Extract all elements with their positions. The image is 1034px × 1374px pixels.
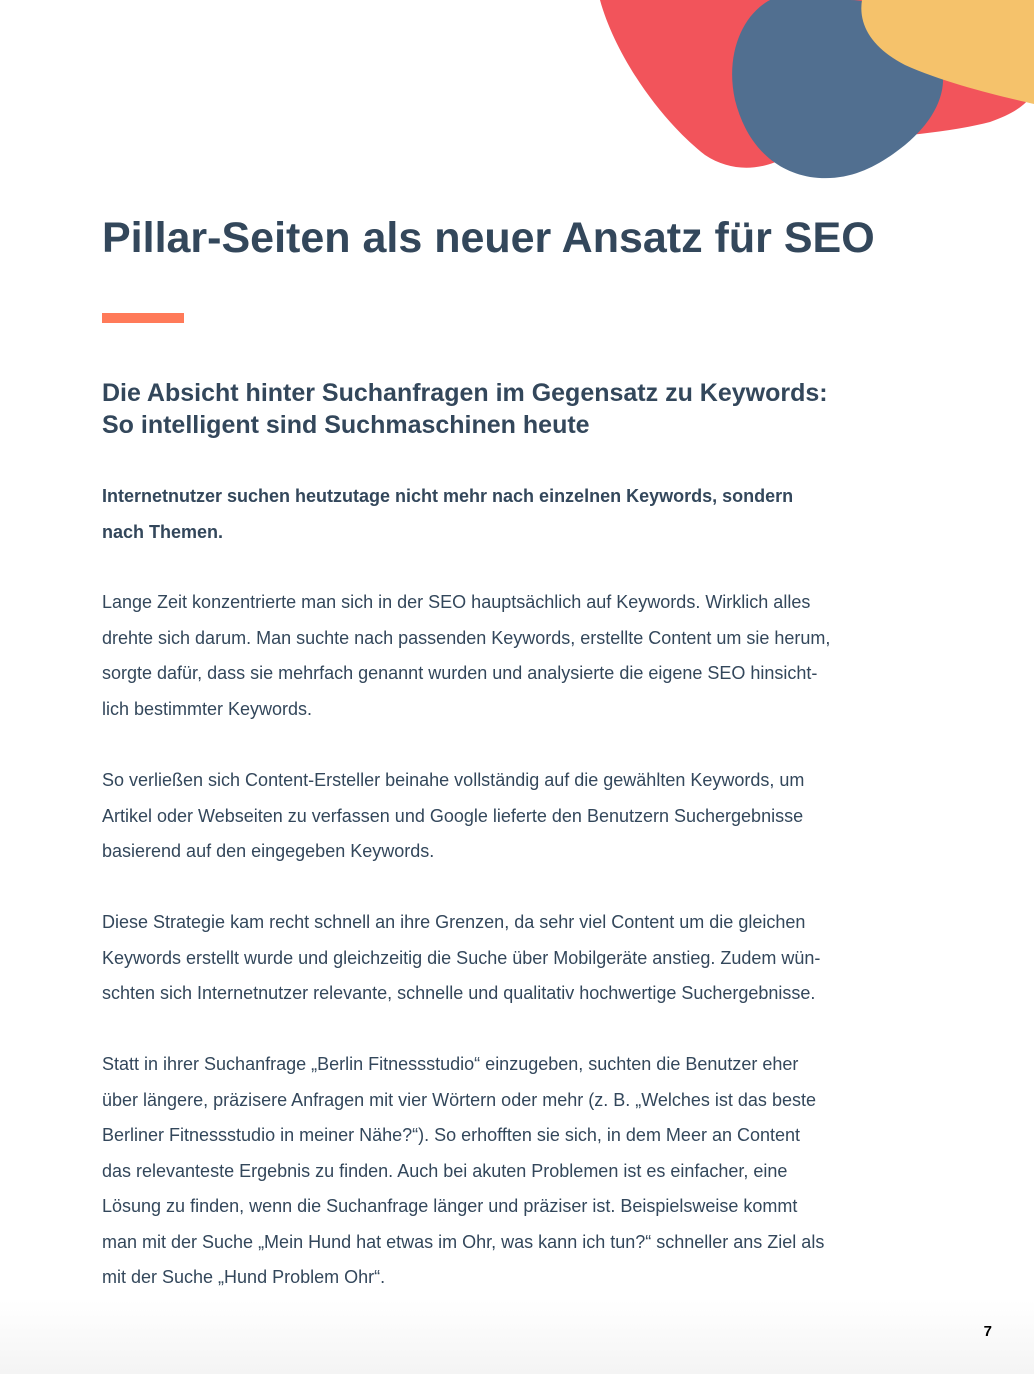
body-paragraph-3 <box>102 905 942 1012</box>
paragraph-line: Lösung zu finden, wenn die Suchanfrage länger und präziser ist. Beispielsweise kommt <box>102 1196 798 1216</box>
page-number: 7 <box>983 1323 992 1340</box>
body-paragraph-4 <box>102 1047 942 1296</box>
paragraph-line: schten sich Internetnutzer relevante, schnelle und qualitativ hochwertige Suchergebnisse. <box>102 983 816 1003</box>
paragraph-line: mit der Suche „Hund Problem Ohr“. <box>102 1267 386 1287</box>
accent-divider <box>102 313 184 323</box>
paragraph-line: basierend auf den eingegeben Keywords. <box>102 841 435 861</box>
page-footer <box>0 1300 1034 1374</box>
paragraph-line: man mit der Suche „Mein Hund hat etwas im Ohr, was kann ich tun?“ schneller ans Ziel als <box>102 1231 825 1252</box>
paragraph-line: drehte sich darum. Man suchte nach passenden Keywords, erstellte Content um sie herum, <box>102 627 831 648</box>
paragraph-line: Diese Strategie kam recht schnell an ihre Grenzen, da sehr viel Content um die gleichen <box>102 912 806 932</box>
body-paragraph-2 <box>102 763 942 870</box>
paragraph-line: sorgte dafür, dass sie mehrfach genannt wurden und analysierte die eigene SEO hinsicht- <box>102 663 818 683</box>
lead-line: nach Themen. <box>102 521 224 542</box>
page-title: Pillar-Seiten als neuer Ansatz für SEO <box>102 214 875 262</box>
paragraph-line: das relevanteste Ergebnis zu finden. Auch bei akuten Problemen ist es einfacher, eine <box>102 1160 788 1181</box>
section-heading <box>102 377 942 441</box>
paragraph-line: Lange Zeit konzentrierte man sich in der SEO hauptsächlich auf Keywords. Wirklich alles <box>102 592 811 612</box>
paragraph-line: Keywords erstellt wurde und gleichzeitig die Suche über Mobilgeräte anstieg. Zudem wün- <box>102 947 821 968</box>
body-paragraph-1 <box>102 585 942 727</box>
paragraph-line: Statt in ihrer Suchanfrage „Berlin Fitnessstudio“ einzugeben, suchten die Benutzer eher <box>102 1054 799 1074</box>
lead-line: Internetnutzer suchen heutzutage nicht mehr nach einzelnen Keywords, sondern <box>102 486 794 506</box>
lead-paragraph <box>102 479 942 550</box>
section-heading-line: Die Absicht hinter Suchanfragen im Gegensatz zu Keywords: <box>102 379 828 407</box>
paragraph-line: lich bestimmter Keywords. <box>102 698 313 719</box>
paragraph-line: Artikel oder Webseiten zu verfassen und Google lieferte den Benutzern Suchergebnisse <box>102 805 804 826</box>
section-heading-line: So intelligent sind Suchmaschinen heute <box>102 411 590 439</box>
decorative-blobs <box>0 0 1034 200</box>
paragraph-line: über längere, präzisere Anfragen mit vier Wörtern oder mehr (z. B. „Welches ist das beste <box>102 1089 816 1110</box>
paragraph-line: So verließen sich Content-Ersteller beinahe vollständig auf die gewählten Keywords, um <box>102 770 805 790</box>
paragraph-line: Berliner Fitnessstudio in meiner Nähe?“). So erhofften sie sich, in dem Meer an Content <box>102 1125 801 1145</box>
